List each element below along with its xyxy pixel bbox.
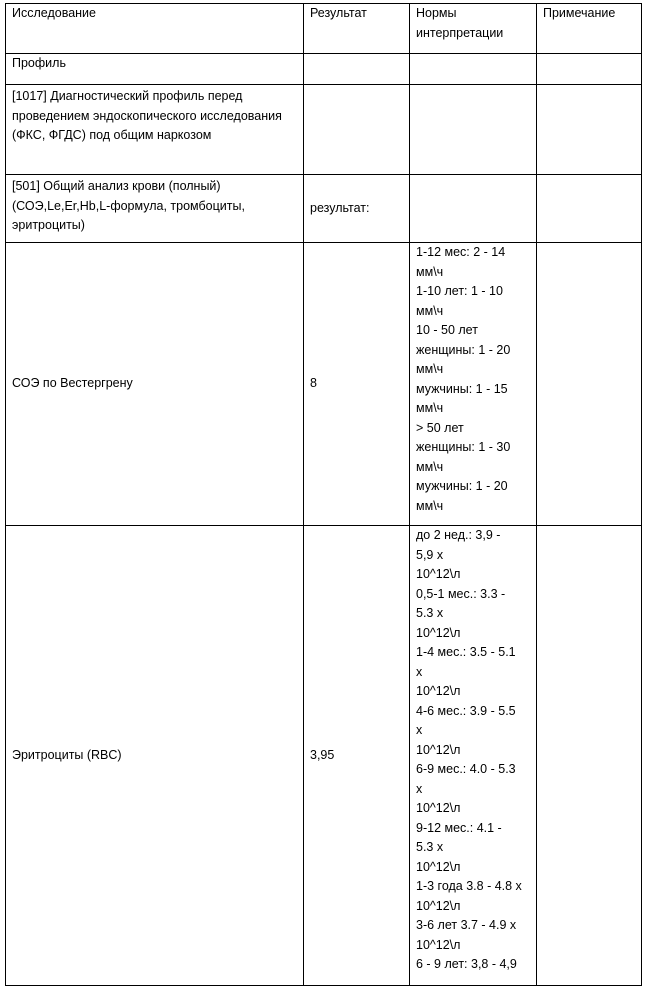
table-row <box>6 526 642 986</box>
norm-line: 10^12\л <box>416 859 461 874</box>
norm-line: 1-12 мес: 2 - 14 <box>416 245 506 259</box>
table-row <box>6 54 642 85</box>
norm-line: 1-4 мес.: 3.5 - 5.1 <box>416 645 516 659</box>
norm-line: до 2 нед.: 3,9 - <box>416 528 501 542</box>
norm-line: 10^12\л <box>416 625 461 640</box>
header-row <box>6 4 642 54</box>
norm-line: 4-6 мес.: 3.9 - 5.5 <box>416 703 516 718</box>
norms-list <box>416 243 530 516</box>
norm-line: 0,5-1 мес.: 3.3 - <box>416 586 506 601</box>
norm-line: 10^12\л <box>416 898 461 913</box>
norm-line: женщины: 1 - 20 <box>416 342 511 357</box>
norm-line: > 50 лет <box>416 420 464 435</box>
norms-cell <box>410 54 537 85</box>
results-table <box>5 3 642 986</box>
norm-line: 6-9 мес.: 4.0 - 5.3 <box>416 762 516 776</box>
result-cell: 3,95 <box>304 526 410 986</box>
norm-line: 6 - 9 лет: 3,8 - 4,9 <box>416 957 517 971</box>
norm-line: мм\ч <box>416 362 444 376</box>
norms-cell <box>410 175 537 243</box>
result-cell: результат: <box>304 175 410 243</box>
norms-list <box>416 526 530 975</box>
norms-cell <box>410 526 537 986</box>
norm-line: мужчины: 1 - 20 <box>416 479 508 493</box>
norm-line: 3-6 лет 3.7 - 4.9 х <box>416 918 517 932</box>
study-name: СОЭ по Вестергрену <box>12 376 133 391</box>
result-cell <box>304 85 410 175</box>
result-cell: 8 <box>304 243 410 526</box>
norm-line: х <box>416 781 423 796</box>
header-result: Результат <box>304 4 410 54</box>
norm-line: 1-10 лет: 1 - 10 <box>416 284 503 298</box>
norm-line: мм\ч <box>416 401 444 415</box>
norm-line: мм\ч <box>416 459 444 474</box>
norm-line: 10 - 50 лет <box>416 323 478 337</box>
header-note: Примечание <box>537 4 642 54</box>
norm-line: женщины: 1 - 30 <box>416 440 511 454</box>
note-cell <box>537 243 642 526</box>
note-cell <box>537 54 642 85</box>
study-cell: [501] Общий анализ крови (полный)(СОЭ,Le,Er,Hb,L-формула, тромбоциты, эритроциты) <box>6 175 304 243</box>
study-cell: Эритроциты (RBC) <box>6 526 304 986</box>
norm-line: 10^12\л <box>416 937 461 952</box>
norm-line: мм\ч <box>416 264 444 279</box>
norm-line: 10^12\л <box>416 567 461 581</box>
result-cell <box>304 54 410 85</box>
table-row <box>6 175 642 243</box>
norm-line: 5.3 х <box>416 840 444 854</box>
header-norms: Нормы интерпретации <box>410 4 537 54</box>
norm-line: 5.3 х <box>416 606 444 620</box>
norm-line: 10^12\л <box>416 684 461 698</box>
norm-line: 1-3 года 3.8 - 4.8 х <box>416 879 522 893</box>
note-cell <box>537 85 642 175</box>
norm-line: 10^12\л <box>416 742 461 757</box>
norm-line: 5,9 х <box>416 547 444 562</box>
table-row <box>6 85 642 175</box>
norm-line: х <box>416 723 423 737</box>
note-cell <box>537 175 642 243</box>
study-cell: Профиль <box>6 54 304 85</box>
norm-line: мужчины: 1 - 15 <box>416 381 508 396</box>
norms-cell <box>410 85 537 175</box>
header-study: Исследование <box>6 4 304 54</box>
norms-cell <box>410 243 537 526</box>
note-cell <box>537 526 642 986</box>
norm-line: х <box>416 664 423 679</box>
study-cell: [1017] Диагностический профиль перед проведением эндоскопического исследования (ФКС, ФГДС) под общим наркозом <box>6 85 304 175</box>
table-row <box>6 243 642 526</box>
norm-line: 10^12\л <box>416 801 461 815</box>
study-cell <box>6 243 304 526</box>
norm-line: мм\ч <box>416 498 444 513</box>
norm-line: 9-12 мес.: 4.1 - <box>416 820 502 835</box>
norm-line: мм\ч <box>416 303 444 318</box>
